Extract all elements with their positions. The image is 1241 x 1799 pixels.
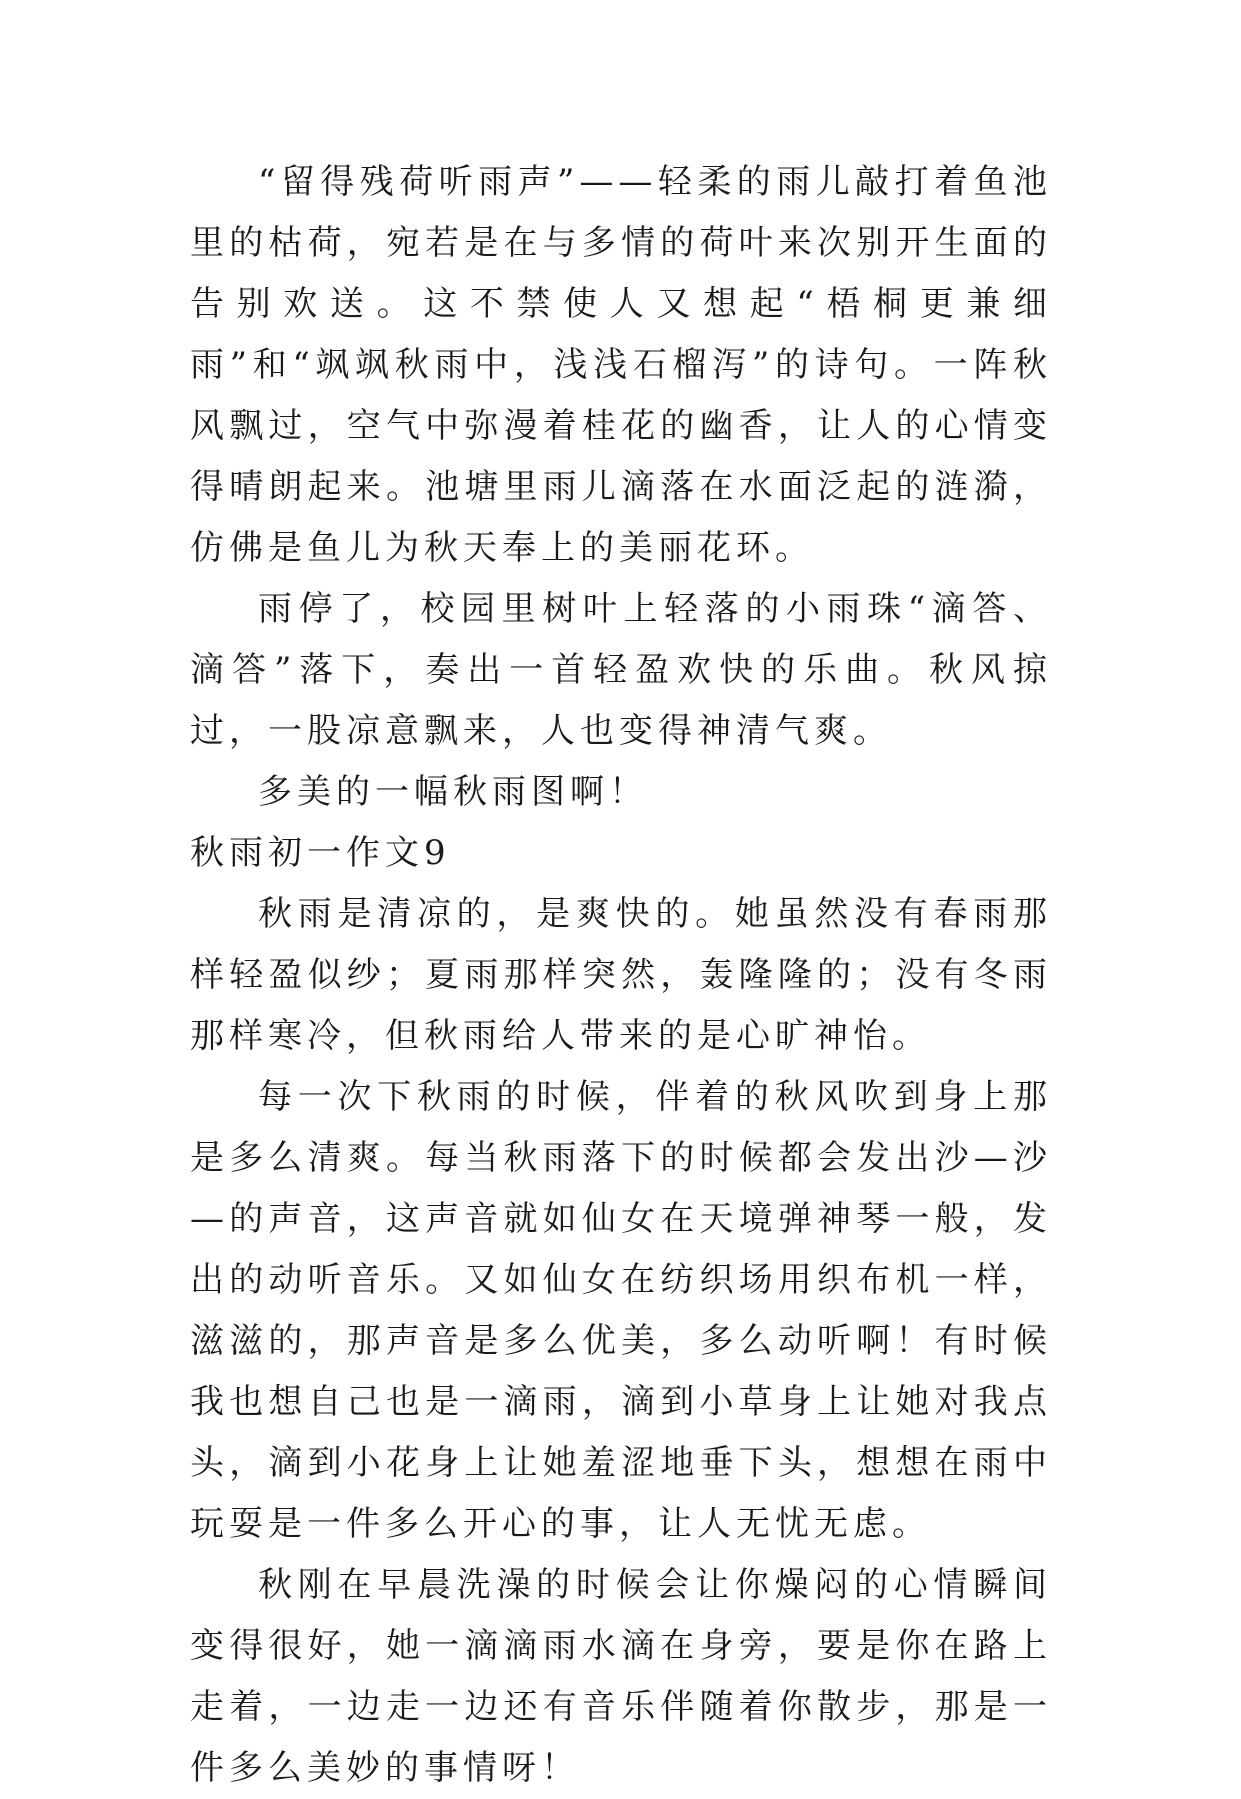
document-body (190, 152, 1052, 1799)
paragraph: 秋雨是清凉的，是爽快的。她虽然没有春雨那样轻盈似纱；夏雨那样突然，轰隆隆的；没有冬雨那样寒冷，但秋雨给人带来的是心旷神怡。 (190, 894, 1052, 1056)
paragraph: “留得残荷听雨声”——轻柔的雨儿敲打着鱼池里的枯荷，宛若是在与多情的荷叶来次别开生面的告别欢送。这不禁使人又想起“梧桐更兼细雨”和“飒飒秋雨中，浅浅石榴泻”的诗句。一阵秋风飘过，空气中弥漫着桂花的幽香，让人的心情变得晴朗起来。池塘里雨儿滴落在水面泛起的涟漪，仿佛是鱼儿为秋天奉上的美丽花环。 (190, 162, 1052, 568)
paragraph: 秋刚在早晨洗澡的时候会让你燥闷的心情瞬间变得很好，她一滴滴雨水滴在身旁，要是你在路上走着，一边走一边还有音乐伴随着你散步，那是一件多么美妙的事情呀！ (190, 1565, 1052, 1788)
paragraph: 多美的一幅秋雨图啊！ (258, 772, 648, 812)
paragraph: 雨停了，校园里树叶上轻落的小雨珠“滴答、滴答”落下，奏出一首轻盈欢快的乐曲。秋风掠过，一股凉意飘来，人也变得神清气爽。 (190, 589, 1052, 751)
paragraph: 每一次下秋雨的时候，伴着的秋风吹到身上那是多么清爽。每当秋雨落下的时候都会发出沙—沙—的声音，这声音就如仙女在天境弹神琴一般，发出的动听音乐。又如仙女在纺织场用织布机一样，滋滋的，那声音是多么优美，多么动听啊！有时候我也想自己也是一滴雨，滴到小草身上让她对我点头，滴到小花身上让她羞涩地垂下头，想想在雨中玩耍是一件多么开心的事，让人无忧无虑。 (190, 1077, 1052, 1544)
section-heading: 秋雨初一作文9 (190, 833, 451, 873)
